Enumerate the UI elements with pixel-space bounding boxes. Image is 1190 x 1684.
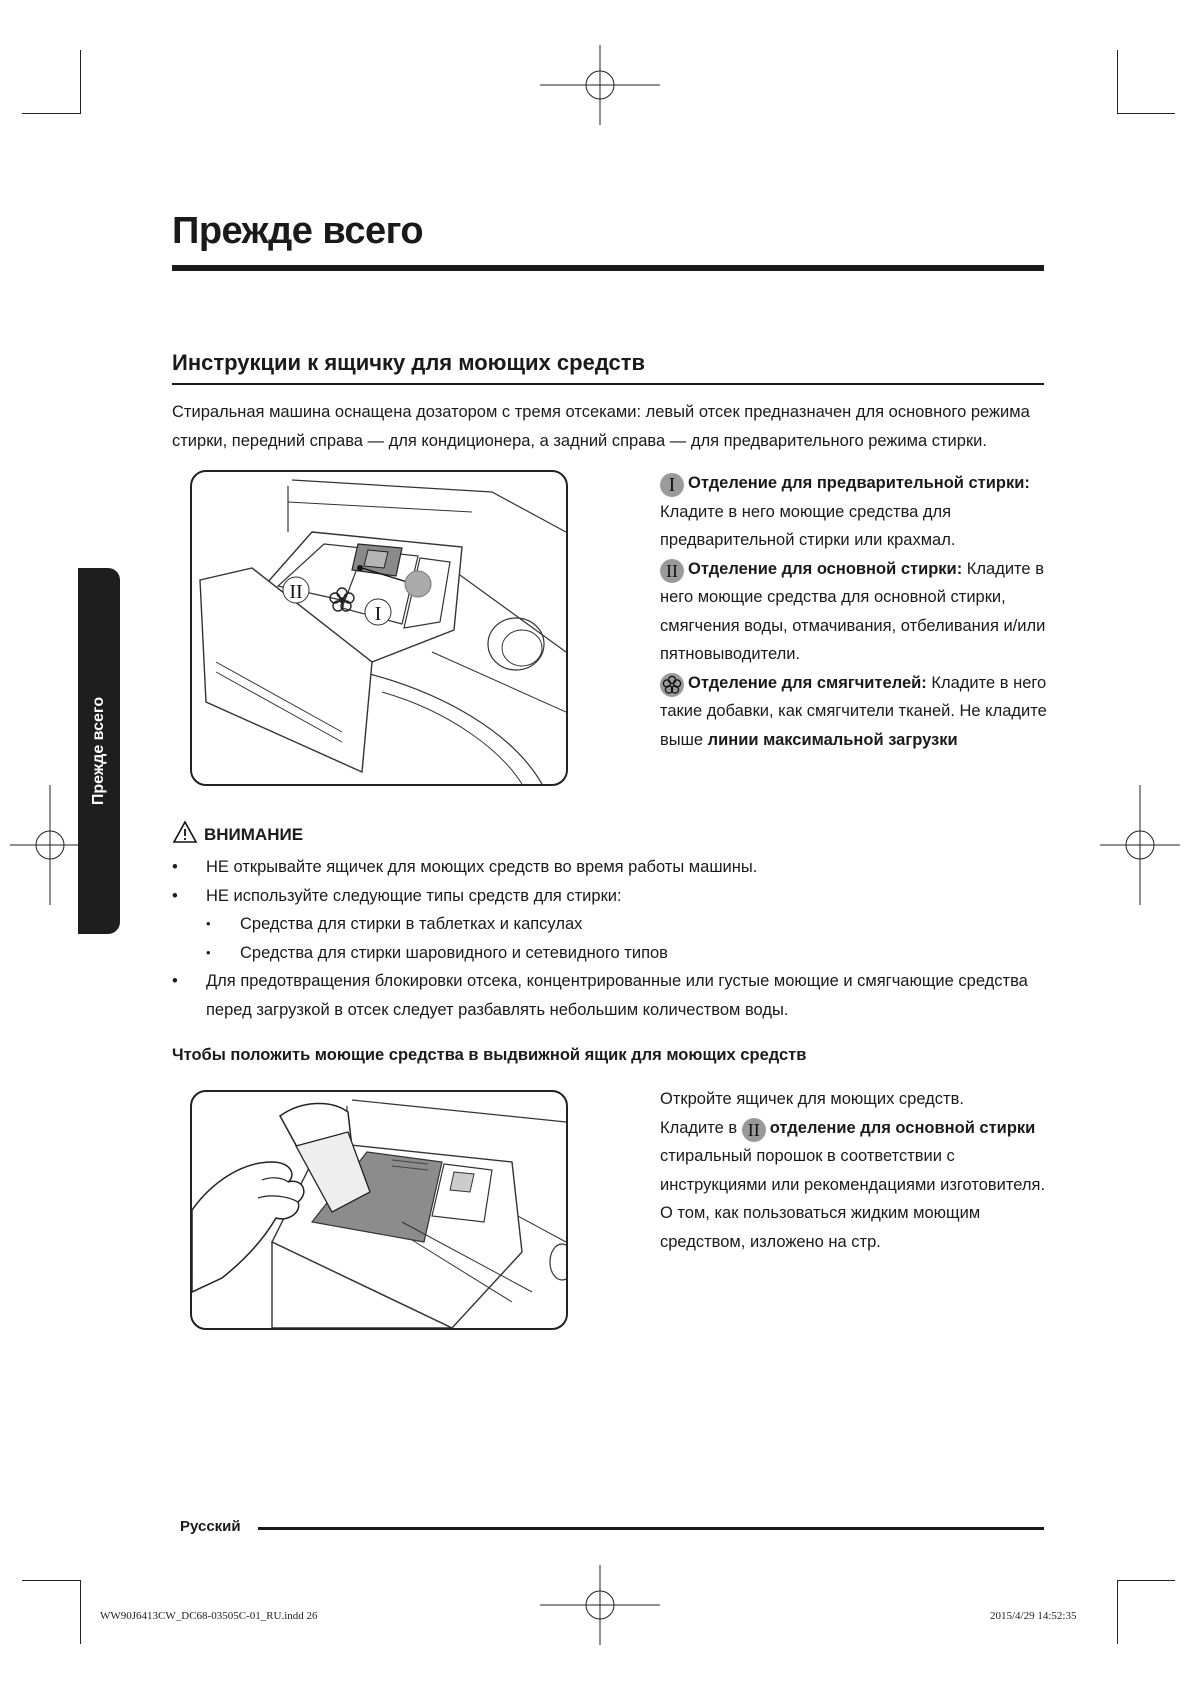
side-tab-label: Прежде всего — [90, 696, 107, 806]
compartment-main-text: Кладите в него моющие средства для основной стирки, смягчения воды, отмачивания, отбеливания и/или пятновыводители. — [660, 559, 1046, 663]
section-rule — [172, 383, 1044, 385]
howto-rest: стиральный порошок в соответствии с инструкциями или рекомендациями изготовителя. О том, как пользоваться жидким моющим средством, изложено на стр. — [660, 1147, 1046, 1251]
list-item: • НЕ открывайте ящичек для моющих средств во время работы машины. — [172, 853, 1052, 882]
crop-mark — [22, 113, 80, 114]
drawer-label-main: II — [289, 581, 303, 603]
badge-main: II — [660, 559, 684, 583]
howto-step-open: Откройте ящичек для моющих средств. — [660, 1090, 964, 1108]
list-subitem: • Средства для стирки в таблетках и капсулах — [172, 910, 1052, 939]
badge-pre: I — [660, 473, 684, 497]
drawer-label-pre: I — [374, 603, 382, 625]
crop-mark — [80, 1580, 81, 1644]
caution-heading-text: ВНИМАНИЕ — [204, 825, 304, 844]
crop-mark — [1117, 1580, 1118, 1644]
registration-mark — [540, 1565, 660, 1645]
howto-bold: отделение для основной стирки — [769, 1118, 1036, 1137]
compartment-pre-title: Отделение для предварительной стирки: — [688, 474, 1030, 492]
footer-language: Русский — [180, 1518, 241, 1535]
compartment-softener — [660, 669, 1050, 755]
page-title: Прежде всего — [172, 210, 424, 252]
flower-icon — [660, 673, 684, 697]
caution-heading — [172, 820, 303, 845]
section-intro: Стиральная машина оснащена дозатором с тремя отсеками: левый отсек предназначен для основного режима стирки, передний справа — для кондиционера, а задний справа — для предварительного режима стирки. — [172, 403, 1030, 450]
list-subitem: • Средства для стирки шаровидного и сетевидного типов — [172, 939, 1052, 968]
crop-mark — [1117, 1580, 1175, 1581]
compartment-pre — [660, 469, 1050, 555]
compartment-descriptions — [660, 469, 1050, 754]
crop-mark — [22, 1580, 80, 1581]
howto-text — [660, 1085, 1050, 1256]
caution-list — [172, 853, 1052, 1024]
footer-rule — [258, 1527, 1044, 1530]
badge-main: II — [742, 1118, 766, 1142]
compartment-main — [660, 555, 1050, 669]
crop-mark — [1117, 50, 1118, 114]
howto-heading: Чтобы положить моющие средства в выдвижной ящик для моющих средств — [172, 1046, 807, 1064]
side-tab — [78, 568, 120, 934]
howto-step-load — [660, 1114, 1050, 1257]
compartment-pre-text: Кладите в него моющие средства для предварительной стирки или крахмал. — [660, 502, 956, 549]
list-item: • Для предотвращения блокировки отсека, концентрированные или густые моющие и смягчающие средства перед загрузкой в отсек следует разбавлять небольшим количеством воды. — [172, 967, 1052, 1024]
compartment-softener-bold-tail: линии максимальной загрузки — [707, 730, 958, 749]
compartment-softener-text: Кладите в него такие добавки, как смягчители тканей. Не кладите выше — [660, 673, 1047, 749]
detergent-loading-illustration — [190, 1090, 568, 1330]
howto-pre-badge: Кладите в — [660, 1118, 738, 1137]
compartment-main-title: Отделение для основной стирки: — [688, 559, 963, 578]
compartment-softener-title: Отделение для смягчителей: — [688, 673, 927, 692]
print-slug-date: 2015/4/29 14:52:35 — [990, 1610, 1077, 1622]
section-heading: Инструкции к ящичку для моющих средств — [172, 350, 646, 375]
registration-mark — [1100, 785, 1180, 905]
crop-mark — [80, 50, 81, 114]
drawer-illustration — [190, 470, 568, 786]
warning-icon — [172, 820, 198, 844]
list-item: • НЕ используйте следующие типы средств для стирки: — [172, 882, 1052, 911]
registration-mark — [540, 45, 660, 125]
title-rule — [172, 265, 1044, 271]
crop-mark — [1117, 113, 1175, 114]
print-slug-file: WW90J6413CW_DC68-03505C-01_RU.indd 26 — [100, 1610, 318, 1622]
